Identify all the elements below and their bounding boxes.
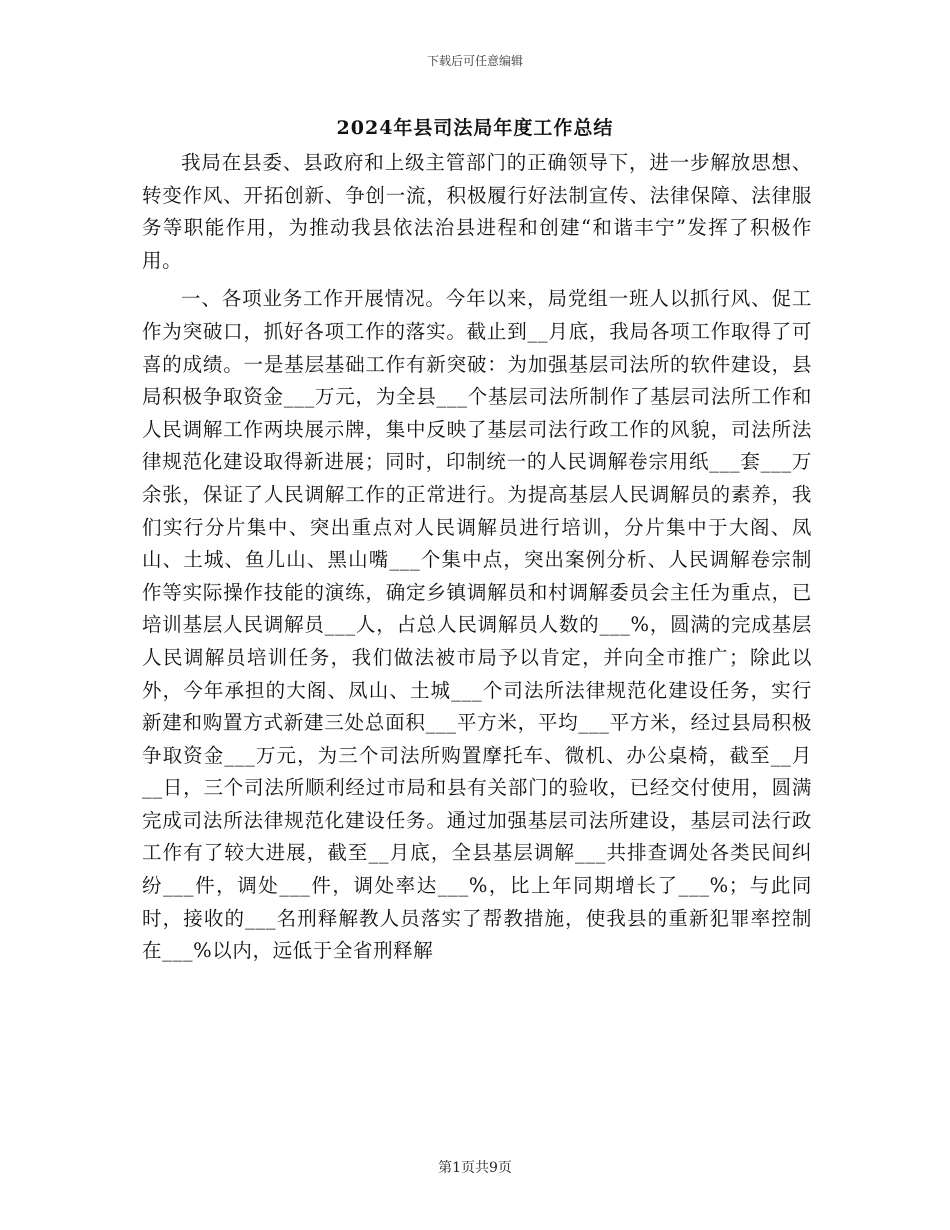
- document-body: [142, 147, 812, 974]
- page-number: 第1页共9页: [438, 1160, 512, 1176]
- page-header-note: 下载后可任意编辑: [426, 54, 523, 68]
- document-title: 2024年县司法局年度工作总结: [336, 117, 614, 139]
- intro-paragraph: 我局在县委、县政府和上级主管部门的正确领导下，进一步解放思想、转变作风、开拓创新、争创一流，积极履行好法制宣传、法律保障、法律服务等职能作用，为推动我县依法治县进程和创建“和谐丰宁”发挥了积极作用。: [142, 151, 812, 272]
- section-one-paragraph: 一、各项业务工作开展情况。今年以来，局党组一班人以抓行风、促工作为突破口，抓好各项工作的落实。截止到__月底，我局各项工作取得了可喜的成绩。一是基层基础工作有新突破：为加强基层司法所的软件建设，县局积极争取资金___万元，为全县___个基层司法所制作了基层司法所工作和人民调解工作两块展示牌，集中反映了基层司法行政工作的风貌，司法所法律规范化建设取得新进展；同时，印制统一的人民调解卷宗用纸___套___万余张，保证了人民调解工作的正常进行。为提高基层人民调解员的素养，我们实行分片集中、突出重点对人民调解员进行培训，分片集中于大阁、凤山、土城、鱼儿山、黑山嘴___个集中点，突出案例分析、人民调解卷宗制作等实际操作技能的演练，确定乡镇调解员和村调解委员会主任为重点，已培训基层人民调解员___人，占总人民调解员人数的___%，圆满的完成基层人民调解员培训任务，我们做法被市局予以肯定，并向全市推广；除此以外，今年承担的大阁、凤山、土城___个司法所法律规范化建设任务，实行新建和购置方式新建三处总面积___平方米，平均___平方米，经过县局积极争取资金___万元，为三个司法所购置摩托车、微机、办公桌椅，截至__月__日，三个司法所顺利经过市局和县有关部门的验收，已经交付使用，圆满完成司法所法律规范化建设任务。通过加强基层司法所建设，基层司法行政工作有了较大进展，截至__月底，全县基层调解___共排查调处各类民间纠纷___件，调处___件，调处率达___%，比上年同期增长了___%；与此同时，接收的___名刑释解教人员落实了帮教措施，使我县的重新犯罪率控制在___%以内，远低于全省刑释解: [142, 287, 812, 963]
